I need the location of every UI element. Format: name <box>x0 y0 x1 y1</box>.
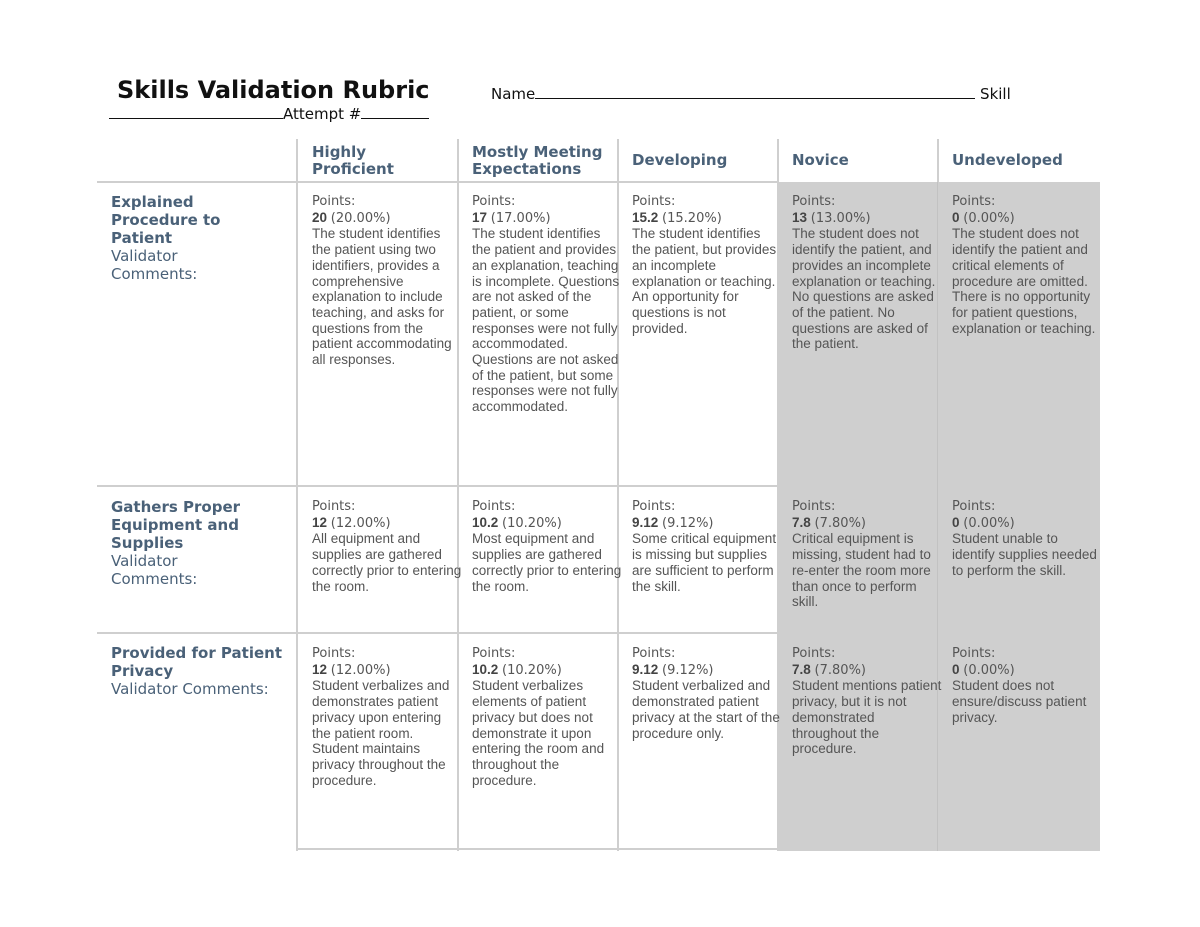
rubric-cell: Points: 17 (17.00%) The student identifies the patient and provides an explanation, teaching is incomplete. Questions are not asked of the patient, or some responses were not fully accommodated. Questions are not asked of the patient, but some responses were not fully accommodated. <box>472 194 620 415</box>
rubric-cell: Points: 15.2 (15.20%) The student identifies the patient, but provides an incomplete explanation or teaching. An opportunity for questions is not provided. <box>632 194 777 336</box>
attempt-field <box>109 105 429 123</box>
name-field <box>491 85 1011 103</box>
page-title: Skills Validation Rubric <box>117 76 430 104</box>
validator-comments-label: Validator Comments: <box>111 680 269 698</box>
rubric-cell: Points: 10.2 (10.20%) Most equipment and supplies are gathered correctly prior to entering the room. <box>472 499 622 594</box>
column-header-undeveloped: Undeveloped <box>952 151 1063 169</box>
rubric-cell: Points: 7.8 (7.80%) Student mentions patient privacy, but it is not demonstrated throughout the procedure. <box>792 646 942 757</box>
rubric-cell: Points: 0 (0.00%) The student does not identify the patient and critical elements of procedure are omitted. There is no opportunity for patient questions, explanation or teaching. <box>952 194 1096 336</box>
column-header-highly-proficient: Highly Proficient <box>312 143 394 178</box>
validator-comments-label: Validator Comments: <box>111 247 198 283</box>
rubric-cell: Points: 7.8 (7.80%) Critical equipment is missing, student had to re-enter the room more than once to perform skill. <box>792 499 931 610</box>
validator-comments-label: Validator Comments: <box>111 552 198 588</box>
rubric-cell: Points: 12 (12.00%) Student verbalizes and demonstrates patient privacy upon entering the patient room. Student maintains privacy throughout the procedure. <box>312 646 450 788</box>
column-header-developing: Developing <box>632 151 728 169</box>
rubric-cell: Points: 20 (20.00%) The student identifies the patient using two identifiers, provides a comprehensive explanation to include teaching, and asks for questions from the patient accommodating all responses. <box>312 194 452 368</box>
rubric-cell: Points: 12 (12.00%) All equipment and supplies are gathered correctly prior to entering the room. <box>312 499 462 594</box>
name-label: Name <box>491 85 536 103</box>
skill-label: Skill <box>980 85 1011 103</box>
criterion-gathers-equipment: Gathers Proper Equipment and Supplies Validator Comments: <box>111 498 241 588</box>
rubric-cell: Points: 10.2 (10.20%) Student verbalizes elements of patient privacy but does not demonstrate it upon entering the room and throughout the procedure. <box>472 646 605 788</box>
criterion-explained-procedure: Explained Procedure to Patient Validator Comments: <box>111 193 241 283</box>
attempt-label: Attempt # <box>283 105 362 123</box>
rubric-cell: Points: 0 (0.00%) Student does not ensure/discuss patient privacy. <box>952 646 1087 725</box>
rubric-cell: Points: 9.12 (9.12%) Student verbalized and demonstrated patient privacy at the start of the procedure only. <box>632 646 780 741</box>
rubric-cell: Points: 13 (13.00%) The student does not identify the patient, and provides an incomplete explanation or teaching. No questions are asked of the patient. No questions are asked of the patient. <box>792 194 936 352</box>
rubric-cell: Points: 0 (0.00%) Student unable to identify supplies needed to perform the skill. <box>952 499 1097 578</box>
column-header-novice: Novice <box>792 151 849 169</box>
rubric-cell: Points: 9.12 (9.12%) Some critical equipment is missing but supplies are sufficient to perform the skill. <box>632 499 777 594</box>
column-header-mostly-meeting: Mostly Meeting Expectations <box>472 143 603 178</box>
rubric-table <box>97 139 1100 851</box>
criterion-patient-privacy: Provided for Patient Privacy Validator Comments: <box>111 644 291 698</box>
